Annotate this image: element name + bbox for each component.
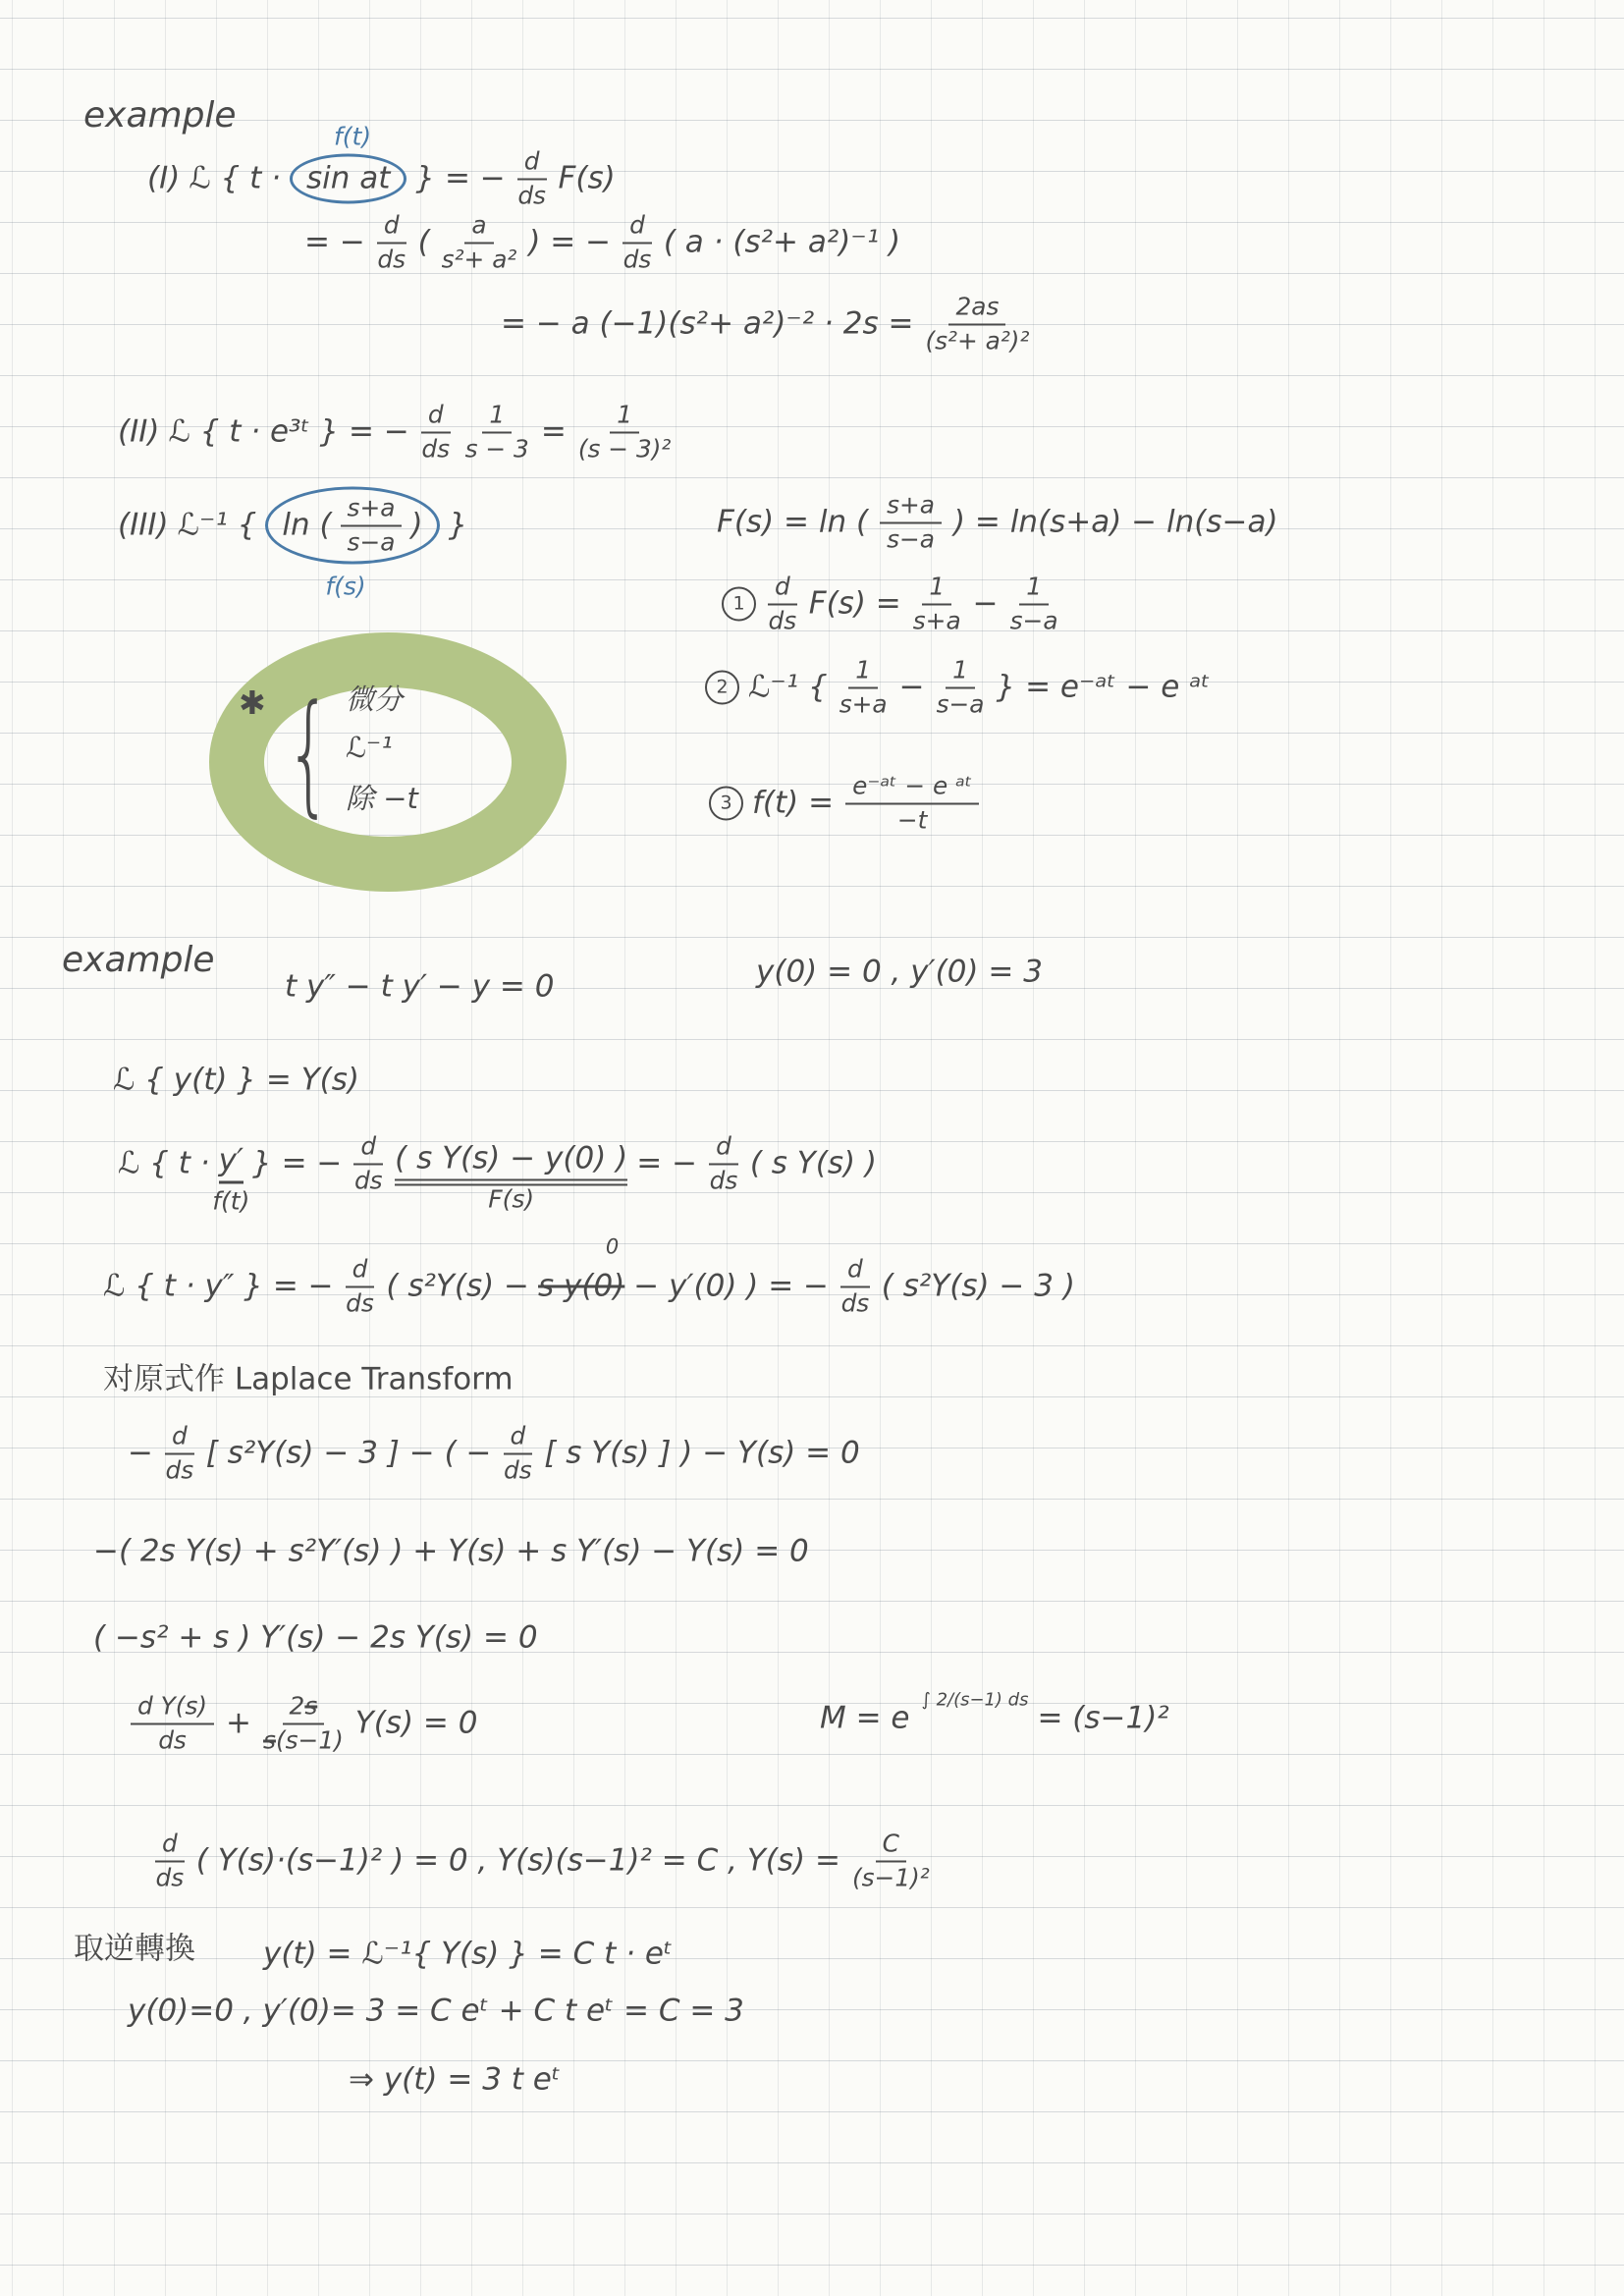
seg: = (s−1)²	[1037, 1700, 1169, 1736]
frac-num: d	[165, 1422, 194, 1454]
ft-sublabel: f(t)	[212, 1186, 250, 1216]
frac-den: s−a	[347, 527, 396, 556]
seg: (s−1)	[275, 1725, 344, 1754]
note-step-divide-by-minus-t: 除 −t	[346, 782, 418, 815]
frac-num: d	[421, 401, 451, 433]
seg: ℒ⁻¹ {	[177, 507, 257, 543]
circled-number-3: 3	[709, 787, 743, 821]
frac-den: ds	[165, 1455, 194, 1484]
fraction-a-over-s2a2	[442, 211, 517, 273]
frac-num: d	[768, 573, 797, 605]
circled-number-2: 2	[705, 671, 739, 705]
ode-equation: t y″ − t y′ − y = 0	[285, 968, 555, 1005]
collected-equation: ( −s² + s ) Y′(s) − 2s Y(s) = 0	[93, 1619, 538, 1656]
frac-den: ds	[709, 1166, 738, 1194]
fraction-1-over-s-3	[465, 401, 529, 463]
initial-conditions: y(0) = 0 , y′(0) = 3	[756, 954, 1043, 990]
frac-den: ds	[768, 606, 797, 634]
frac-num: d	[346, 1255, 375, 1287]
seg: f(t) =	[752, 785, 835, 821]
frac-num: C	[876, 1830, 906, 1862]
apply-initial-conditions: y(0)=0 , y′(0)= 3 = C eᵗ + C t eᵗ = C = 3	[128, 1993, 744, 2029]
example-1-title: example	[83, 94, 237, 136]
eq-II-number: (II)	[118, 413, 160, 450]
frac-num: d	[353, 1132, 383, 1165]
step-1-derivative	[722, 573, 1061, 634]
apply-laplace-note: 对原式作 Laplace Transform	[103, 1361, 514, 1397]
circled-ln-expression	[265, 486, 439, 601]
seg: ℒ⁻¹ {	[748, 669, 828, 705]
frac-num: d	[623, 211, 652, 244]
eq-I-step2	[304, 211, 900, 273]
frac-num: s+a	[880, 491, 942, 523]
frac-den: s+a	[912, 606, 961, 634]
seg: (	[417, 224, 430, 260]
frac-den: s−a	[1009, 606, 1058, 634]
circled-sin-at-text: sin at	[305, 160, 391, 196]
transformed-equation	[128, 1422, 860, 1484]
fraction-d-ds	[421, 401, 451, 463]
seg: ℒ { t ·	[118, 1145, 210, 1181]
frac-den: (s − 3)²	[577, 434, 672, 463]
frac-num	[283, 1692, 325, 1724]
seg: ( a · (s²+ a²)⁻¹ )	[663, 224, 901, 260]
cancelled-s: s	[263, 1725, 276, 1754]
seg: 2	[289, 1691, 305, 1721]
seg: = − a (−1)(s²+ a²)⁻² · 2s =	[501, 305, 914, 342]
integral-exponent: ∫ 2/(s−1) ds	[921, 1689, 1029, 1711]
note-steps-list	[346, 678, 418, 817]
expanded-equation: −( 2s Y(s) + s²Y′(s) ) + Y(s) + s Y′(s) − Y(s) = 0	[93, 1533, 809, 1569]
frac-num: d	[840, 1255, 870, 1287]
seg: +	[226, 1705, 252, 1741]
eq-III-number: (III)	[118, 507, 169, 543]
seg: ( s Y(s) − y(0) )	[395, 1140, 628, 1176]
frac-den: ds	[421, 434, 451, 463]
note-brace: {	[286, 677, 332, 830]
seg: ln (	[282, 507, 332, 543]
seg: ℒ { t · e³ᵗ } = −	[168, 413, 409, 450]
seg: )	[410, 507, 423, 543]
eq-I-rhs: F(s)	[558, 160, 616, 196]
ft-annotation: f(t)	[333, 122, 372, 151]
seg: [ s Y(s) ] ) − Y(s) = 0	[544, 1435, 860, 1471]
frac-den: ds	[353, 1166, 383, 1194]
frac-num: 1	[946, 656, 975, 688]
seg: }	[448, 507, 468, 543]
inverse-transform-equation: y(t) = ℒ⁻¹{ Y(s) } = C t · eᵗ	[263, 1936, 674, 1972]
fraction-dY-ds	[131, 1692, 214, 1754]
frac-den: −t	[896, 805, 928, 834]
fraction-d-ds	[155, 1830, 185, 1891]
seg: [ s²Y(s) − 3 ] − ( −	[205, 1435, 492, 1471]
fraction-2s-over-ssm1	[263, 1692, 344, 1754]
seg: −	[898, 669, 925, 705]
fraction-ft-result	[845, 772, 979, 834]
frac-num: 1	[848, 656, 878, 688]
cancelled-s: s	[304, 1691, 318, 1721]
cancelled-sy0-term	[538, 1234, 625, 1304]
eq-I-number: (I)	[147, 160, 181, 196]
fraction-d-ds	[709, 1132, 738, 1194]
frac-den	[263, 1724, 344, 1755]
frac-den: ds	[155, 1863, 185, 1891]
frac-num: d	[155, 1830, 185, 1862]
circled-number-1: 1	[722, 587, 756, 622]
frac-den: (s−1)²	[851, 1863, 930, 1891]
laplace-t-ydoubleprime	[103, 1234, 1075, 1317]
seg: ( s²Y(s) − 3 )	[881, 1268, 1075, 1304]
seg: =	[540, 413, 567, 450]
circled-sin-at	[290, 122, 406, 204]
fraction-1-over-sma	[1010, 573, 1058, 634]
seg: ( s Y(s) )	[749, 1145, 878, 1181]
frac-num: 1	[922, 573, 951, 605]
fraction-1-over-spa	[913, 573, 961, 634]
eq-II	[118, 401, 674, 463]
frac-num: 1	[1019, 573, 1049, 605]
frac-den: ds	[623, 245, 652, 273]
fraction-d-ds	[346, 1255, 375, 1317]
note-step-inverse-laplace: ℒ⁻¹	[346, 731, 393, 764]
frac-den: s−a	[887, 524, 935, 553]
seg: s y(0)	[538, 1268, 625, 1304]
seg: F(s) = ln (	[717, 504, 869, 540]
step-2-inverse	[705, 656, 1211, 718]
inverse-transform-note: 取逆轉換	[74, 1931, 195, 1967]
frac-den: (s²+ a²)²	[925, 326, 1030, 355]
frac-num: 1	[482, 401, 512, 433]
frac-den: s²+ a²	[441, 245, 517, 273]
example-2-title: example	[62, 939, 215, 980]
seg: } = e⁻ᵃᵗ − e ᵃᵗ	[996, 669, 1211, 705]
eq-I-step3	[501, 293, 1032, 355]
frac-den: ds	[840, 1288, 870, 1317]
fraction-1-over-s-3-squared	[578, 401, 672, 463]
frac-num: e⁻ᵃᵗ − e ᵃᵗ	[845, 772, 979, 804]
seg: ) = −	[528, 224, 612, 260]
frac-num: 1	[610, 401, 639, 433]
seg: −	[128, 1435, 153, 1471]
fraction-d-ds	[768, 573, 797, 634]
seg: ℒ { t · y″ } = −	[103, 1268, 334, 1304]
fraction-d-ds	[517, 147, 547, 209]
seg: Y(s) = 0	[354, 1705, 478, 1741]
frac-den: ds	[346, 1288, 374, 1317]
fraction-d-ds	[353, 1132, 383, 1194]
frac-den: ds	[504, 1455, 532, 1484]
seg: y′	[218, 1142, 244, 1178]
final-answer: ⇒ y(t) = 3 t eᵗ	[349, 2061, 562, 2098]
laplace-t-yprime	[118, 1131, 878, 1216]
step-3-result	[709, 772, 982, 834]
yprime-labeled	[212, 1142, 250, 1216]
fraction-1-over-spa	[839, 656, 888, 718]
seg: ( Y(s)·(s−1)² ) = 0 , Y(s)(s−1)² = C , Y(s) =	[195, 1842, 840, 1879]
fraction-spa-over-sma	[880, 491, 942, 553]
fraction-d-ds	[840, 1255, 870, 1317]
seg: −	[972, 585, 999, 622]
Fs-sublabel: F(s)	[488, 1184, 535, 1214]
seg: = −	[636, 1145, 698, 1181]
frac-den: ds	[377, 245, 406, 273]
integrating-factor	[820, 1689, 1169, 1736]
fraction-C-over-sm1sq	[852, 1830, 930, 1891]
frac-den: ds	[158, 1725, 187, 1754]
first-order-ode	[128, 1692, 477, 1754]
eq-I-equals: } = −	[415, 160, 506, 196]
eq-I	[147, 122, 616, 209]
note-step-differentiate: 微分	[346, 683, 404, 716]
seg: } = −	[252, 1145, 343, 1181]
eq-I-lhs: ℒ { t ·	[189, 160, 281, 196]
frac-den: s+a	[839, 689, 888, 718]
seg: = −	[304, 224, 365, 260]
frac-num: d	[517, 147, 547, 180]
frac-num: d Y(s)	[131, 1692, 214, 1724]
frac-num: d	[377, 211, 406, 244]
frac-den: ds	[517, 181, 546, 209]
zero-annotation: 0	[605, 1234, 620, 1259]
frac-num: a	[464, 211, 493, 244]
solution-Ys	[152, 1830, 933, 1891]
seg: ( s²Y(s) −	[386, 1268, 530, 1304]
frac-den: s−a	[936, 689, 985, 718]
fraction-d-ds	[504, 1422, 533, 1484]
fraction-spa-over-sma	[341, 494, 403, 556]
frac-num: d	[504, 1422, 533, 1454]
eq-Fs-expansion	[717, 491, 1278, 553]
fraction-d-ds	[377, 211, 406, 273]
frac-num: s+a	[341, 494, 403, 526]
sYs-group-labeled	[395, 1140, 628, 1214]
laplace-definition: ℒ { y(t) } = Y(s)	[113, 1062, 359, 1098]
seg: M = e	[820, 1700, 910, 1736]
seg: ) = ln(s+a) − ln(s−a)	[952, 504, 1278, 540]
star-icon: ✱	[239, 683, 266, 722]
seg: − y′(0) ) = −	[633, 1268, 830, 1304]
frac-den: s − 3	[464, 434, 529, 463]
seg: F(s) =	[808, 585, 901, 622]
fraction-1-over-sma	[937, 656, 985, 718]
fraction-d-ds	[623, 211, 652, 273]
frac-num: d	[709, 1132, 738, 1165]
frac-num: 2as	[948, 293, 1005, 325]
fraction-d-ds	[165, 1422, 194, 1484]
eq-III	[118, 486, 468, 601]
fs-annotation: f(s)	[325, 572, 366, 601]
fraction-2as-result	[925, 293, 1029, 355]
